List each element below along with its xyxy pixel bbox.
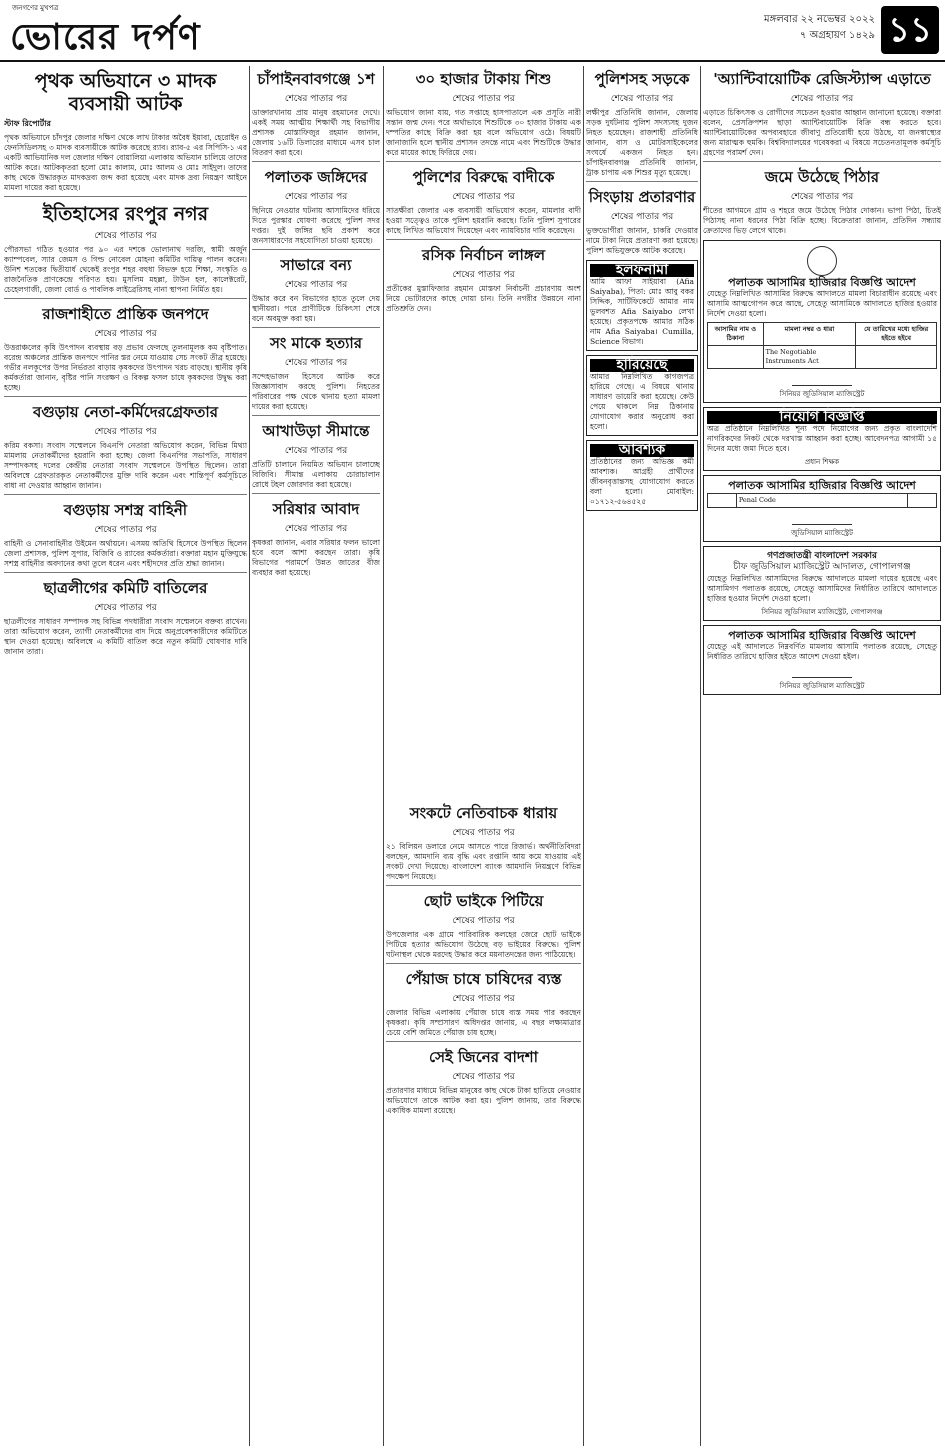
headline: সং মাকে হত্যার [269,334,363,352]
ad-header: পলাতক আসামির হাজিরার বিজ্ঞপ্তি আদেশ [728,629,916,642]
article-body: উদ্ধার করে বন বিভাগের হাতে তুলে দেয় স্থানীয়রা। পরে প্রাণীটিকে চিকিৎসা শেষে বনে অবমুক্ত করা হয়। [252,294,380,323]
column-3 [386,66,581,796]
legal-notice-1 [703,240,941,403]
continued-label: শেষের পাতার পর [284,280,348,290]
article-body: সন্দেহভাজন হিসেবে আটক করে জিজ্ঞাসাবাদ করছে পুলিশ। নিহতের পরিবারের পক্ষ থেকে থানায় হত্যা মামলা দায়ের করা হয়েছে। [252,372,380,411]
column-5 [703,66,941,1446]
headline: ছোট ভাইকে পিটিয়ে [423,892,544,910]
ad-body: প্রতিষ্ঠানের জন্য অভিজ্ঞ কর্মী আবশ্যক। আগ্রহী প্রার্থীদের জীবনবৃত্তান্তসহ যোগাযোগ করতে বলা হলো। মোবাইল: ০১৭১২-৫৬৪৫২৫ [590,457,694,506]
continued-label: শেষের পাতার পর [94,525,157,535]
article [4,572,247,657]
signature-icon [792,511,852,525]
ad-header: হলফনামা [590,264,694,277]
article-body: করিম বকসা। সংবাদ সম্মেলনে বিএনপি নেতারা অভিযোগ করেন, বিভিন্ন মিথ্যা মামলায় নেতাকর্মীদের হয়রানি করা হচ্ছে। জেলা বিএনপির সভাপতি, সাধারণ সম্পাদকসহ দলের কেন্দ্রীয় নেতারা সংবাদ সম্মেলনে উপস্থিত ছিলেন। তারা অবিলম্বে গ্রেফতারকৃত নেতাকর্মীদের মুক্তি দাবি করেন এবং শান্তিপূর্ণ কর্মসূচিতে বাধা না দেওয়ার আহ্বান জানান। [4,441,247,490]
article-body: লক্ষীপুর প্রতিনিধি জানান, জেলায় সড়ক দুর্ঘটনায় পুলিশ সদস্যসহ দুজন নিহত হয়েছেন। রাজশাহী প্রতিনিধি জানান, বাস ও মোটরসাইকেলের সংঘর্ষে একজন নিহত হন। চাঁপাইনবাবগঞ্জ প্রতিনিধি জানান, ট্রাক চাপায় এক শিশুর মৃত্যু হয়েছে। [586,108,698,177]
continued-label: শেষের পাতার পর [452,192,515,202]
classified-affidavit [586,260,698,351]
article-body: বাহিনী ও সেনাবাহিনীর উইমেন অর্থায়নে। এসময় অতিথি হিসেবে উপস্থিত ছিলেন জেলা প্রশাসক, পুলিশ সুপার, বিজিবি ও র‍্যাবের কর্মকর্তারা। বক্তারা মহান মুক্তিযুদ্ধে সশস্ত্র বাহিনীর অবদানের কথা তুলে ধরেন এবং শহীদদের প্রতি শ্রদ্ধা জানান। [4,539,247,568]
article-body: ছিনিয়ে নেওয়ার ঘটনায় আসামিদের ধরিয়ে দিতে পুরস্কার ঘোষণা করেছে পুলিশ সদর দপ্তর। দুই জঙ্গির ছবি প্রকাশ করে জনসাধারণের সহযোগিতা চাওয়া হয়েছে। [252,206,380,245]
headline: ৩০ হাজার টাকায় শিশু [415,70,552,88]
legal-notice-3 [703,546,941,621]
table-header: আসামির নাম ও ঠিকানা [708,323,764,346]
article [252,415,380,490]
ad-body: আমি আফা সাইয়াবা (Afia Saiyaba), পিতা: মোঃ আবু বকর সিদ্দিক, সার্টিফিকেটে আমার নাম ভুলবশত Afia Saiyabo লেখা হয়েছে। প্রকৃতপক্ষে আমার সঠিক নাম Afia Saiyaba। Cumilla, Science বিভাগ। [590,277,694,346]
article [4,494,247,569]
table-cell [708,346,764,369]
job-notice [703,407,941,471]
article [4,396,247,491]
continued-label: শেষের পাতার পর [452,994,515,1004]
signatory: প্রধান শিক্ষক [804,458,840,466]
byline: স্টাফ রিপোর্টার [4,118,51,128]
table-cell: The Negotiable Instruments Act [763,346,856,369]
date-block [764,12,875,44]
continued-label: শেষের পাতার পর [452,828,515,838]
tagline: জনগণের মুখপত্র [12,4,59,12]
continued-label: শেষের পাতার পর [610,212,674,222]
table-cell: Penal Code [736,494,907,508]
headline: ইতিহাসের রংপুর নগর [42,203,209,225]
headline: আখাউড়া সীমান্তে [262,422,370,440]
article-body: প্রতারণার মাধ্যমে বিভিন্ন মানুষের কাছ থেকে টাকা হাতিয়ে নেওয়ার অভিযোগে তাকে আটক করা হয়। পুলিশ জানায়, তার বিরুদ্ধে একাধিক মামলা রয়েছে। [386,1086,581,1115]
article-body: ভুক্তভোগীরা জানান, চাকরি দেওয়ার নামে টাকা নিয়ে প্রতারণা করা হয়েছে। পুলিশ অভিযুক্তকে আটক করেছে। [586,226,698,255]
headline: চাঁপাইনবাবগঞ্জে ১শ [257,70,375,88]
signature-icon [792,664,852,678]
classified-wanted [586,440,698,511]
ad-header: হারিয়েছে [590,359,694,372]
headline: পৃথক অভিযানে ৩ মাদক ব্যবসায়ী আটক [34,70,217,115]
continued-label: শেষের পাতার পর [284,446,348,456]
article-body: পৃথক অভিযানে চাঁদপুর জেলার দক্ষিণ থেকে লাখ টাকার অবৈধ ইয়াবা, হেরোইন ও ফেনসিডিলসহ ৩ মাদক ব্যবসায়ীকে আটক করেছে র‍্যাব। র‍্যাব-৫ এর সিপিসি-১ এর একটি আভিযানিক দল জেলার দক্ষিণ বোয়ালিয়া এলাকায় অভিযান চালিয়ে তাদের আটক করে। আটককৃতরা হলো মোঃ কালাম, মোঃ আলম ও মোঃ সাইদুল। তাদের কাছ থেকে উদ্ধারকৃত মাদকদ্রব্য জব্দ করা হয়েছে এবং মাদক দ্রব্য নিয়ন্ত্রণ আইনে মামলা দায়ের করা হয়েছে। [4,133,247,192]
ad-header: গণপ্রজাতন্ত্রী বাংলাদেশ সরকার [767,551,877,561]
ad-body: আমার নিম্নলিখিত কাগজপত্র হারিয়ে গেছে। এ বিষয়ে থানায় সাধারণ ডায়েরি করা হয়েছে। কেউ পেয়ে থাকলে নিম্ন ঠিকানায় যোগাযোগ করার অনুরোধ করা হলো। [590,372,694,431]
article [703,161,941,236]
article [252,493,380,578]
article-body: ছাত্রলীগের সাধারণ সম্পাদক সহ বিভিন্ন পদধারীরা সংবাদ সম্মেলনে বক্তব্য রাখেন। তারা অভিযোগ করেন, ত্যাগী নেতাকর্মীদের বাদ দিয়ে অনুপ্রবেশকারীদের কমিটিতে স্থান দেওয়া হয়েছে। অবিলম্বে এ কমিটি বাতিল করে নতুন কমিটি ঘোষণার দাবি জানান তারা। [4,617,247,656]
article-body: ২১ বিলিয়ন ডলারে নেমে আসতে পারে রিজার্ভ। অর্থনীতিবিদরা বলছেন, আমদানি ব্যয় বৃদ্ধি এবং রপ্তানি আয় কমে যাওয়ায় এই সংকট দেখা দিয়েছে। বাংলাদেশ ব্যাংক আমদানি নিয়ন্ত্রণে বিভিন্ন পদক্ষেপ নিয়েছে। [386,842,581,881]
headline: রাজশাহীতে প্রান্তিক জনপদে [42,305,209,323]
continued-label: শেষের পাতার পর [790,192,854,202]
headline: বগুড়ায় সশস্ত্র বাহিনী [63,501,188,519]
table-cell [708,494,737,508]
signatory: সিনিয়র জুডিসিয়াল ম্যাজিস্ট্রেট [779,682,865,690]
headline: পলাতক জঙ্গিদের [264,168,368,186]
article-body: ডাক্তারখানায় প্রায় মানুষ রহমানের দেখে। একই সময় আত্মীয় শিক্ষার্থী সহ বিভাগীয় প্রশাসক মোস্তাফিজুর রহমান জানান, জেলায় ১৬টি ডিলারের মাধ্যমে এসব চাল বিতরণ করা হবে। [252,108,380,157]
legal-notice-2 [703,475,941,542]
column-rule [383,66,384,1446]
headline: পুলিশের বিরুদ্ধে বাদীকে [412,168,555,186]
headline: ছাত্রলীগের কমিটি বাতিলের [43,579,208,597]
article-body: কৃষকরা জানান, এবার সরিষার ফলন ভালো হবে বলে আশা করছেন তারা। কৃষি বিভাগের পরামর্শে উন্নত জাতের বীজ ব্যবহার করা হয়েছে। [252,538,380,577]
article-body: প্রতীকের মুস্তাফিজার রহমান মোস্তফা নির্বাচনী প্রচারণায় অংশ নিয়ে ভোটারদের কাছে দোয়া চান। তিনি নগরীর উন্নয়নে নানা প্রতিশ্রুতি দেন। [386,284,581,313]
headline: বগুড়ায় নেতা-কর্মিদেরগ্রেফতার [33,403,218,421]
signatory: সিনিয়র জুডিসিয়াল ম্যাজিস্ট্রেট, গোপালগঞ্জ [761,608,883,616]
column-1 [4,66,247,1446]
article [252,327,380,412]
continued-label: শেষের পাতার পর [284,358,348,368]
headline: সেই জিনের বাদশা [429,1048,538,1066]
continued-label: শেষের পাতার পর [610,94,674,104]
continued-label: শেষের পাতার পর [790,94,854,104]
article [586,181,698,256]
continued-label: শেষের পাতার পর [452,1072,515,1082]
ad-body: যেহেতু নিম্নলিখিত আসামির বিরুদ্ধে আদালতে মামলা বিচারাধীন রয়েছে এবং আসামি আত্মগোপন করে আছে, সেহেতু আসামিকে আদালতে হাজির হওয়ার নির্দেশ দেওয়া হলো। [707,289,937,318]
continued-label: শেষের পাতার পর [94,231,157,241]
continued-label: শেষের পাতার পর [452,94,515,104]
table-header: যে তারিখের মধ্যে হাজির হইতে হইবে [856,323,937,346]
date-english: মঙ্গলবার ২২ নভেম্বর ২০২২ [764,14,875,25]
government-seal-icon [807,246,837,276]
headline: পেঁয়াজ চাষে চাষিদের ব্যস্ত [405,970,562,988]
column-3-lower [386,800,581,1446]
signatory: জুডিসিয়াল ম্যাজিস্ট্রেট [791,529,853,537]
continued-label: শেষের পাতার পর [284,524,348,534]
headline: সাভারে বন্য [280,256,352,274]
continued-label: শেষের পাতার পর [452,270,515,280]
article-body: জেলার বিভিন্ন এলাকায় পেঁয়াজ চাষে ব্যস্ত সময় পার করছেন কৃষকরা। কৃষি সম্প্রসারণ অধিদপ্তর জানায়, এ বছর লক্ষ্যমাত্রার চেয়ে বেশি জমিতে পেঁয়াজ চাষ হচ্ছে। [386,1008,581,1037]
masthead [0,0,945,62]
article-body: পৌরসভা গঠিত হওয়ার পর ৯০ এর দশকে ভোলানাথ দরজি, স্বামী অর্জুন ক্যাম্পবেল, স্যার জেমস ও গিল্ড নোবেল মোহনা কমিটির দায়িত্ব পালন করেন। উনিশ শতকের দ্বিতীয়ার্ধ থেকেই রংপুর শহর বহুধা বিভক্ত হয়ে শিক্ষা, সংস্কৃতি ও রাজনৈতিক প্রাণকেন্দ্রে পরিণত হয়। মুসলিম মহল্লা, টাউন হল, কালেক্টরেট, চেহেলগাজী, জেলা বোর্ড ও পাবলিক লাইব্রেরিসহ নানা স্থাপনা নির্মিত হয়। [4,245,247,294]
continued-label: শেষের পাতার পর [94,427,157,437]
article [4,196,247,295]
ad-header: পলাতক আসামির হাজিরার বিজ্ঞপ্তি আদেশ [728,479,916,492]
article-body: শীতের আগমনে গ্রাম ও শহরে জমে উঠেছে পিঠার দোকান। ভাপা পিঠা, চিতই পিঠাসহ নানা ধরনের পিঠা বিক্রি হচ্ছে। বিক্রেতারা জানান, প্রতিদিন সন্ধ্যায় ক্রেতাদের ভিড় লেগে থাকে। [703,206,941,235]
article-body: উত্তরাঞ্চলের কৃষি উৎপাদন ব্যবস্থায় বড় প্রভাব ফেলছে তুলনামূলক কম বৃষ্টিপাত। বরেন্দ্র অঞ্চলের প্রান্তিক জনপদে পানির স্তর নেমে যাওয়ায় সেচ সংকট তীব্র হয়েছে। গভীর নলকূপের উপর নির্ভরতা বাড়ায় কৃষকদের উৎপাদন খরচ বাড়ছে। স্থানীয় কৃষি কর্মকর্তারা জানান, বৃষ্টির পানি সংরক্ষণ ও বিকল্প ফসল চাষে কৃষকদের উদ্বুদ্ধ করা হচ্ছে। [4,343,247,392]
continued-label: শেষের পাতার পর [452,916,515,926]
table-header: মামলা নম্বর ও ধারা [763,323,856,346]
page-number: ১১ [881,6,939,54]
date-bangla: ৭ অগ্রহায়ণ ১৪২৯ [799,30,875,41]
continued-label: শেষের পাতার পর [94,329,157,339]
headline: সিংড়ায় প্রতারণার [588,188,696,206]
table-cell [856,346,937,369]
article-body: এড়াতে চিকিৎসক ও রোগীদের সচেতন হওয়ার আহ্বান জানানো হয়েছে। বক্তারা বলেন, প্রেসক্রিপশন ছাড়া অ্যান্টিবায়োটিক বিক্রি বন্ধ করতে হবে। অ্যান্টিবায়োটিকের অপব্যবহারে জীবাণু প্রতিরোধী হয়ে উঠছে, যা জনস্বাস্থ্যের জন্য মারাত্মক হুমকি। বিশ্ববিদ্যালয়ের গবেষকরা এ বিষয়ে সচেতনতামূলক কর্মসূচি গ্রহণের পরামর্শ দেন। [703,108,941,157]
notice-table [707,322,937,369]
article [386,1041,581,1116]
ad-header: পলাতক আসামির হাজিরার বিজ্ঞপ্তি আদেশ [728,276,916,289]
classified-lost [586,355,698,436]
continued-label: শেষের পাতার পর [284,192,348,202]
ad-body: অত্র প্রতিষ্ঠানে নিম্নলিখিত শূন্য পদে নিয়োগের জন্য প্রকৃত বাংলাদেশি নাগরিকদের নিকট থেকে দরখাস্ত আহ্বান করা হচ্ছে। আবেদনপত্র আগামী ১৫ দিনের মধ্যে জমা দিতে হবে। [707,424,937,453]
article [386,963,581,1038]
column-rule [249,66,250,1446]
article [4,298,247,393]
notice-table [707,493,937,508]
table-cell [908,494,937,508]
headline: সরিষার আবাদ [272,500,360,518]
column-rule [700,66,701,1446]
headline: পুলিশসহ সড়কে [594,70,690,88]
article [386,885,581,960]
article [252,249,380,324]
column-4 [586,66,698,1446]
headline: জমে উঠেছে পিঠার [764,168,880,186]
ad-body: যেহেতু এই আদালতে নিম্নবর্ণিত মামলায় আসামি পলাতক রয়েছে, সেহেতু নির্ধারিত তারিখে হাজির হইতে আদেশ দেওয়া হইল। [707,642,937,661]
legal-notice-4 [703,625,941,695]
continued-label: শেষের পাতার পর [284,94,348,104]
article-body: উপজেলার এক গ্রামে পারিবারিক কলহের জেরে ছোট ভাইকে পিটিয়ে হত্যার অভিযোগ উঠেছে বড় ভাইয়ের বিরুদ্ধে। পুলিশ ঘটনাস্থল থেকে মরদেহ উদ্ধার করে ময়নাতদন্তের জন্য পাঠিয়েছে। [386,930,581,959]
article [252,161,380,246]
article-body: প্রতিটি চালানে নিয়মিত অভিযান চালাচ্ছে বিজিবি। সীমান্ত এলাকায় চোরাচালান রোধে টহল জোরদার করা হয়েছে। [252,460,380,489]
article-body: সাতক্ষীরা জেলার এক ব্যবসায়ী অভিযোগ করেন, মামলার বাদী হওয়া সত্ত্বেও তাকে পুলিশ হয়রানি করছে। তিনি পুলিশ সুপারের কাছে লিখিত অভিযোগ দিয়েছেন এবং ন্যায়বিচার দাবি করেছেন। [386,206,581,235]
headline: রসিক নির্বাচন লাঙ্গল [421,246,546,264]
headline: সংকটে নেতিবাচক ধারায় [409,804,558,822]
signature-icon [792,372,852,386]
ad-subheader: চীফ জুডিসিয়াল ম্যাজিস্ট্রেট আদালত, গোপালগঞ্জ [733,562,911,572]
column-2 [252,66,380,1446]
continued-label: শেষের পাতার পর [94,603,157,613]
ad-header: নিয়োগ বিজ্ঞপ্তি [707,411,937,424]
headline: 'অ্যান্টিবায়োটিক রেজিস্ট্যান্স এড়াতে [713,70,931,88]
ad-body: যেহেতু নিম্নলিখিত আসামিদের বিরুদ্ধে আদালতে মামলা দায়ের হয়েছে এবং আসামিগণ পলাতক রয়েছে, সেহেতু আসামিদের নির্ধারিত তারিখে আদালতে হাজির হওয়ার নির্দেশ দেওয়া হলো। [707,574,937,603]
article-body: অভিযোগ জানা যায়, গত সপ্তাহে হাসপাতালে এক প্রসূতি নারী সন্তান জন্ম দেন। পরে অর্থাভাবে শিশুটিকে ৩০ হাজার টাকায় এক দম্পতির কাছে বিক্রি করা হয় বলে অভিযোগ ওঠে। বিষয়টি জানাজানি হলে স্থানীয় প্রশাসন তদন্তে নামে এবং শিশুটিকে উদ্ধার করে মায়ের কাছে ফিরিয়ে দেয়। [386,108,581,157]
article [386,161,581,236]
column-rule [583,66,584,1446]
article [386,239,581,314]
ad-header: আবশ্যক [590,444,694,457]
signatory: সিনিয়র জুডিসিয়াল ম্যাজিস্ট্রেট [779,390,865,398]
newspaper-logo: ভোরের দর্পণ [10,16,201,58]
